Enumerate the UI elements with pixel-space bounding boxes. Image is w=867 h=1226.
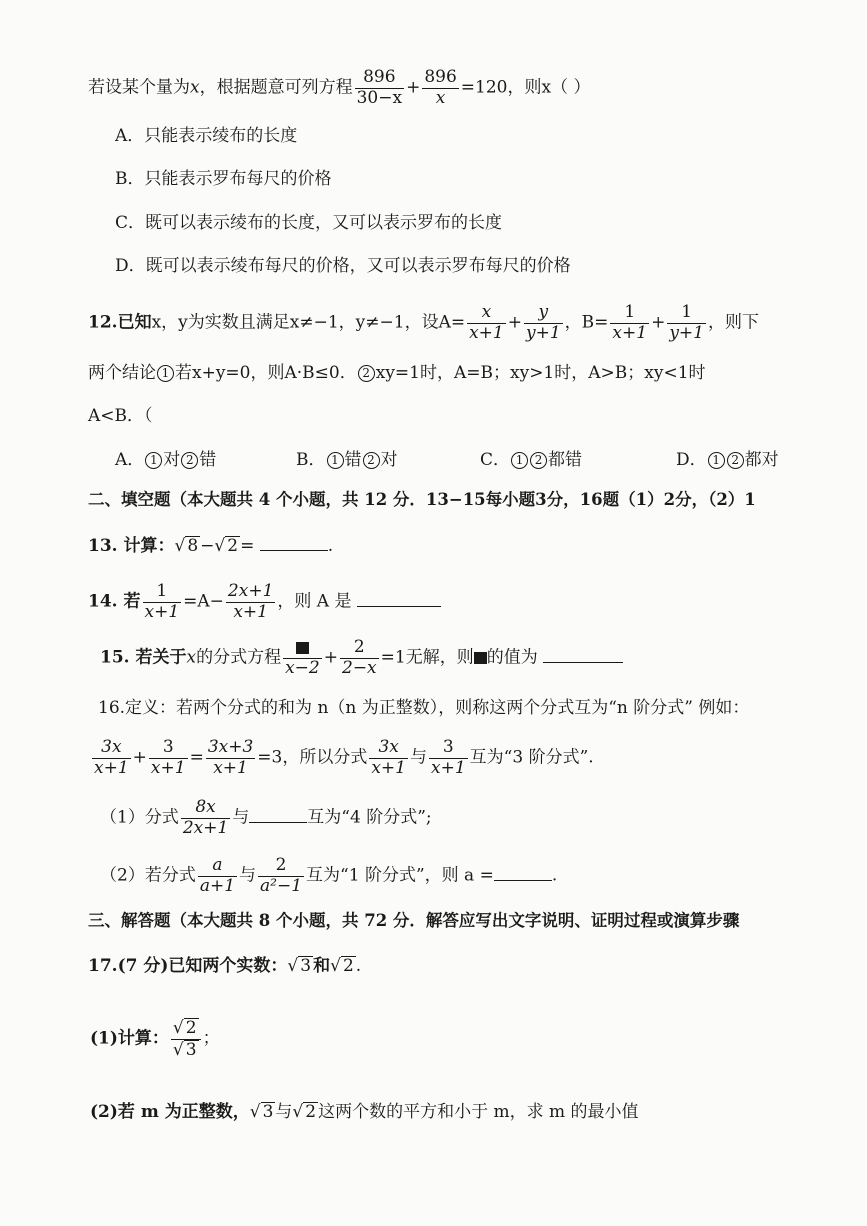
q13-minus: − — [200, 536, 215, 556]
q16-example: $\frac{3x}{x+1}$ + $\frac{3}{x+1}$ = $\frac{3x+3}{x+1}$ =3，所以分式 $\frac{3x}{x+1}$ 与 $\frac{3}{x+1}$ 互为“3 阶分式”. — [94, 737, 594, 778]
q17-p2-radicand-1: 3 — [262, 1102, 274, 1122]
q11-stem-end: x（ ） — [541, 77, 591, 98]
q11-option-d: D．既可以表示绫布每尺的价格，又可以表示罗布每尺的价格 — [115, 256, 571, 276]
q14-f1-den: x+1 — [144, 601, 180, 622]
q15-end-b: 的值为 — [486, 647, 538, 668]
q12-fb1-den: x+1 — [612, 322, 648, 343]
section-2-heading: 二、填空题（本大题共 4 个小题，共 12 分．13−15每小题3分，16题（1）2分，（2）1 — [88, 490, 756, 509]
q16-e-f2-den: x+1 — [150, 757, 186, 778]
q12-l2-a: 两个结论 — [88, 363, 156, 383]
q11-var: x — [190, 77, 200, 98]
q15-f2-den: 2−x — [342, 657, 377, 678]
q12-option-c — [480, 452, 582, 469]
q17-p1-den: 3 — [185, 1039, 197, 1060]
circled-1-icon: 1 — [511, 452, 528, 469]
q13-eq: = — [240, 536, 255, 556]
q16-e-f5-den: x+1 — [431, 757, 466, 778]
q15-fraction-1 — [283, 638, 322, 678]
q12-fraction-a2 — [524, 303, 563, 343]
q11-f1-den: 30−x — [356, 87, 403, 108]
q17-and: 和 — [313, 956, 331, 976]
q14-end: ，则 A 是 — [277, 591, 352, 612]
q12-fa2-den: y+1 — [526, 322, 561, 343]
q12-l2-b: 若x+y=0，则A·B≤0． — [175, 363, 357, 383]
q12-fa1-num: x — [467, 303, 506, 324]
q14-mid: =A− — [183, 591, 224, 612]
q15-end-a: =1无解，则 — [380, 647, 474, 668]
sqrt-icon: √ — [292, 1102, 304, 1122]
q16-e-f1-den: x+1 — [94, 757, 129, 778]
q17-p2-end: 这两个数的平方和小于 m，求 m 的最小值 — [318, 1102, 639, 1122]
circled-2-icon: 2 — [358, 365, 375, 382]
q17-radicand-1: 3 — [300, 956, 312, 976]
q13-radicand-a: 8 — [187, 536, 199, 556]
q16-p2-f1-den: a+1 — [199, 875, 236, 896]
q11-f2-den: x — [435, 87, 446, 108]
q16-e-end: 互为“3 阶分式”. — [469, 747, 594, 768]
q13: 13. 计算：√ 8 −√ 2 = . — [88, 536, 334, 556]
q14-f2-num: 2x+1 — [227, 581, 274, 601]
q12-option-a — [115, 452, 216, 469]
q12-option-d — [676, 452, 779, 469]
q12-opt-a-label: A． — [115, 450, 145, 470]
q16-p1-a: （1）分式 — [100, 807, 179, 828]
sqrt-icon: √ — [330, 956, 341, 976]
q12-fb2-num: 1 — [667, 303, 706, 324]
q16-p2-f2-den: a²−1 — [260, 875, 303, 896]
q16-example-f3 — [206, 738, 255, 778]
q15-f1-den: x−2 — [285, 657, 320, 678]
q16-p2-fraction-1 — [198, 856, 237, 896]
circled-1-icon: 1 — [708, 452, 725, 469]
q13-radicand-b: 2 — [227, 536, 239, 556]
q16-p2-fraction-2 — [258, 856, 304, 896]
q12-fraction-a1 — [467, 303, 506, 343]
q12-opt-b-t2: 对 — [380, 450, 398, 470]
q15-f2-num: 2 — [340, 638, 379, 659]
q14-f2-den: x+1 — [233, 601, 268, 622]
q16-p2-f2-num: 2 — [258, 856, 304, 877]
q17-p2-radicand-2: 2 — [305, 1102, 317, 1122]
q17-part-1 — [90, 1018, 220, 1060]
q16-e-f4-num: 3x — [369, 738, 408, 759]
q12-option-b — [296, 452, 398, 469]
q16-p2-d: . — [551, 865, 558, 886]
q14-answer-blank[interactable] — [357, 604, 441, 607]
q12-line-1: 12.已知x，y为实数且满足x≠−1，y≠−1，设A= $\frac{x}{x+1}$ + $\frac{y}{y+1}$ ，B= $\frac{1}{x+1}$ + $\frac{1}{y+1}$ ，则下 — [88, 302, 759, 343]
q11-option-a: A．只能表示绫布的长度 — [115, 126, 298, 146]
filled-square-icon — [296, 642, 309, 654]
q11-plus: + — [406, 77, 421, 98]
sqrt-icon: √ — [287, 956, 299, 976]
q17-radicand-2: 2 — [342, 956, 354, 976]
q11-option-c: C．既可以表示绫布的长度，又可以表示罗布的长度 — [115, 213, 503, 233]
q16-e-f3-den: x+1 — [213, 757, 248, 778]
q14 — [88, 582, 441, 622]
q12-fb2-den: y+1 — [669, 322, 704, 343]
q12-l2-c: xy=1时，A=B；xy>1时，A>B；xy<1时 — [375, 363, 706, 383]
q17-p2-a: (2)若 m 为正整数， — [90, 1102, 250, 1122]
q12-text-b: x，y为实数且满足x≠−1，y≠−1，设A= — [151, 312, 466, 333]
q16-definition — [98, 700, 749, 717]
q16-p2-c: 互为“1 阶分式”，则 a = — [306, 865, 494, 886]
q16-p2-a: （2）若分式 — [100, 865, 196, 886]
q17-p1-fraction: $\frac{√ 2}{√ 3}$ — [171, 1018, 201, 1060]
circled-2-icon: 2 — [363, 452, 380, 469]
sqrt-icon: √ — [249, 1102, 261, 1122]
q12-opt-c-t: 都错 — [548, 450, 583, 470]
section-3-heading: 三、解答题（本大题共 8 个小题，共 72 分．解答应写出文字说明、证明过程或演算步骤 — [88, 911, 740, 930]
q17-part-2 — [90, 1102, 639, 1122]
filled-square-icon — [474, 652, 487, 664]
q12-number: 12.已知 — [88, 312, 152, 333]
q11-eq-rhs: =120，则 — [460, 77, 542, 98]
q12-opt-a-t1: 对 — [163, 450, 181, 470]
q12-opt-a-t2: 错 — [199, 450, 217, 470]
q16-definition-text: 16.定义：若两个分式的和为 n（n 为正整数），则称这两个分式互为“n 阶分式” 例如： — [98, 698, 750, 718]
q12-opt-b-t1: 错 — [344, 450, 362, 470]
q16-example-f1 — [92, 738, 131, 778]
q11-stem-a: 若设某个量为 — [88, 77, 190, 98]
q17-p1-num: 2 — [185, 1018, 197, 1038]
q12-opt-d-t: 都对 — [744, 450, 779, 470]
q16-p1-c: 互为“4 阶分式”; — [307, 807, 432, 828]
q12-fa2-num: y — [524, 303, 563, 324]
q16-e-f3-num: 3x+3 — [207, 737, 254, 757]
q12-line-2 — [88, 365, 706, 382]
q17-stem — [88, 956, 361, 976]
q14-f1-num: 1 — [143, 582, 182, 603]
q11-f2-num: 896 — [424, 67, 457, 87]
q12-text-c: ，B= — [564, 312, 609, 333]
q16-part-2-answer-blank[interactable] — [494, 878, 552, 881]
q12-fb1-num: 1 — [610, 303, 649, 324]
q12-opt-d-label: D． — [676, 450, 707, 470]
q16-part-1 — [100, 798, 432, 838]
q16-example-f4 — [369, 738, 408, 778]
circled-2-icon: 2 — [181, 452, 198, 469]
q17-stem-a: 17.(7 分)已知两个实数： — [88, 956, 288, 976]
q16-p1-fraction — [181, 798, 230, 838]
q14-fraction-1 — [143, 582, 182, 622]
q12-opt-b-label: B． — [296, 450, 326, 470]
q16-e-f4-den: x+1 — [371, 757, 406, 778]
q15-label: 15. 若关于 — [100, 647, 187, 668]
q15-mid: 的分式方程 — [196, 647, 282, 668]
q16-e-f2-num: 3 — [149, 738, 188, 759]
circled-1-icon: 1 — [157, 365, 174, 382]
q16-e-f1-num: 3x — [92, 738, 131, 759]
q12-fa1-den: x+1 — [469, 322, 504, 343]
q13-label: 13. 计算： — [88, 536, 175, 556]
q12-text-d: ，则下 — [708, 312, 759, 333]
circled-1-icon: 1 — [145, 452, 162, 469]
circled-1-icon: 1 — [327, 452, 344, 469]
q16-p2-b: 与 — [239, 865, 257, 886]
q16-p1-f-den: 2x+1 — [182, 817, 229, 838]
q14-label: 14. 若 — [88, 591, 141, 612]
circled-2-icon: 2 — [530, 452, 547, 469]
q16-e-mid: =3，所以分式 — [257, 747, 368, 768]
q16-p2-f1-num: a — [198, 856, 237, 877]
q12-fraction-b2 — [667, 303, 706, 343]
q17-p2-yu: 与 — [275, 1102, 293, 1122]
q16-p1-b: 与 — [232, 807, 250, 828]
q11-f1-num: 896 — [355, 68, 404, 89]
q15-fraction-2 — [340, 638, 379, 678]
q14-fraction-2 — [226, 582, 275, 622]
q15-var: x — [186, 647, 197, 668]
q11-fraction-2 — [422, 68, 458, 108]
q11-stem-b: ，根据题意可列方程 — [199, 77, 353, 98]
q11-fraction-1 — [355, 68, 404, 108]
q16-example-f5 — [429, 738, 468, 778]
q12-opt-c-label: C． — [480, 450, 511, 470]
q17-p1-end: ； — [202, 1028, 220, 1049]
q12-line-3: A<B．（ — [88, 406, 153, 426]
q16-e-yu: 与 — [410, 747, 427, 768]
q16-example-f2 — [149, 738, 188, 778]
q15-answer-blank[interactable] — [543, 660, 623, 663]
sqrt-icon: √ — [174, 536, 186, 556]
q13-answer-blank[interactable] — [260, 548, 328, 551]
q16-part-1-answer-blank[interactable] — [249, 820, 307, 823]
q11-stem — [88, 68, 590, 108]
sqrt-icon: √ — [214, 536, 226, 556]
q16-p1-f-num: 8x — [181, 798, 230, 819]
q17-p1-a: (1)计算： — [90, 1028, 169, 1049]
circled-2-icon: 2 — [727, 452, 744, 469]
q11-option-b: B．只能表示罗布每尺的价格 — [115, 169, 332, 189]
q16-part-2 — [100, 856, 557, 896]
q15: 15. 若关于x的分式方程 x−2 + $\frac{2}{2-x}$ =1无解，则 的值为 — [100, 638, 623, 678]
q12-fraction-b1 — [610, 303, 649, 343]
q16-e-f5-num: 3 — [429, 738, 468, 759]
q17-dot: . — [355, 956, 362, 976]
